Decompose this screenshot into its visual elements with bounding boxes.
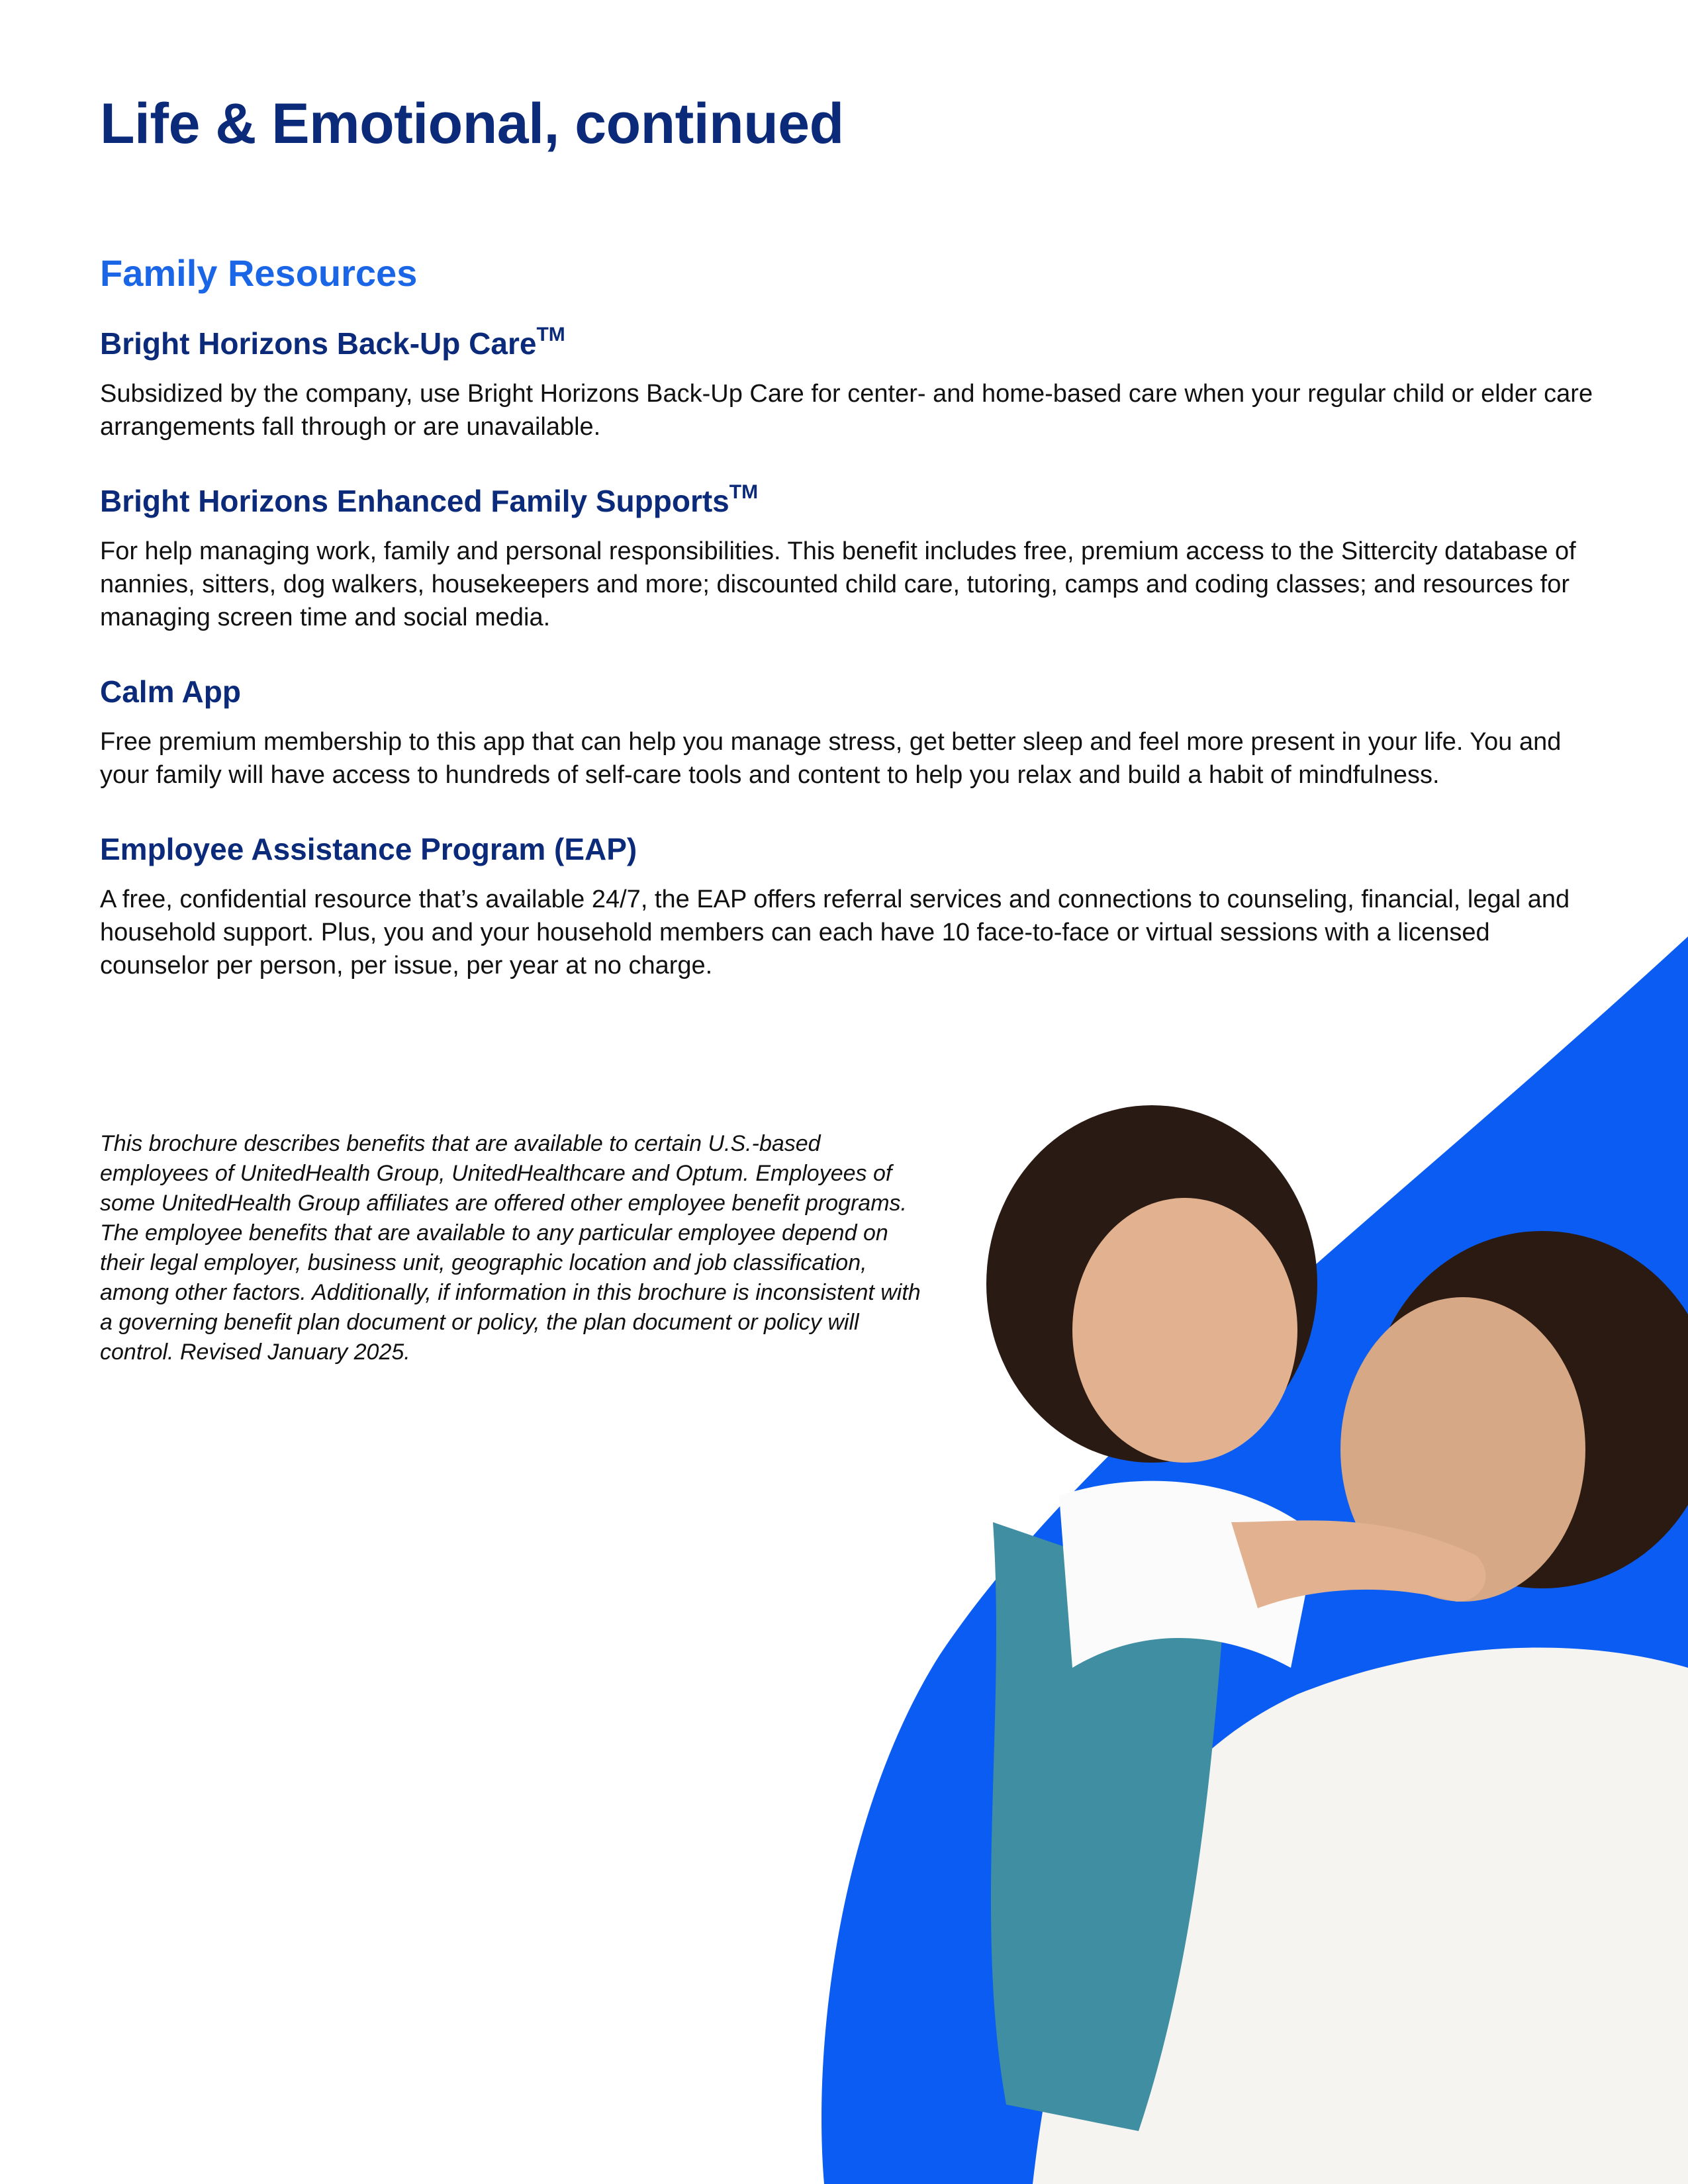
benefit-heading: Bright Horizons Enhanced Family Supports™	[100, 481, 759, 518]
benefit-heading: Bright Horizons Back-Up Care™	[100, 324, 565, 361]
benefit-back-up-care	[100, 326, 1596, 443]
benefit-calm-app	[100, 674, 1596, 792]
benefit-heading: Employee Assistance Program (EAP)	[100, 832, 637, 866]
page-title: Life & Emotional, continued	[100, 92, 844, 156]
trademark-mark: TM	[536, 324, 565, 345]
trademark-mark: TM	[729, 481, 759, 503]
benefit-description: For help managing work, family and personal responsibilities. This benefit includes free, premium access to the Sittercity database of nannies, sitters, dog walkers, housekeepers and more; discounted child care, tutoring, camps and coding classes; and resources for managing screen time and social media.	[100, 537, 1576, 631]
section-title: Family Resources	[100, 252, 418, 294]
benefit-enhanced-family-supports	[100, 483, 1596, 634]
benefit-description: Subsidized by the company, use Bright Horizons Back-Up Care for center- and home-based care when your regular child or elder care arrangements fall through or are unavailable.	[100, 380, 1593, 441]
benefits-list	[100, 326, 1596, 1022]
child-face	[1072, 1198, 1297, 1463]
benefit-description: A free, confidential resource that’s available 24/7, the EAP offers referral services and connections to counseling, financial, legal and household support. Plus, you and your household members can each have 10 face-to-face or virtual sessions with a licensed counselor per person, per issue, per year at no charge.	[100, 886, 1570, 979]
benefit-eap	[100, 831, 1596, 982]
disclaimer-text: This brochure describes benefits that are available to certain U.S.-based employees of UnitedHealth Group, UnitedHealthcare and Optum. Employees of some UnitedHealth Group affiliates are offered other employee benefit programs. The employee benefits that are available to any particular employee depend on their legal employer, business unit, geographic location and job classification, among other factors. Additionally, if information in this brochure is inconsistent with a governing benefit plan document or policy, the plan document or policy will control. Revised January 2025.	[100, 1131, 921, 1365]
benefit-heading: Calm App	[100, 674, 241, 709]
benefit-description: Free premium membership to this app that can help you manage stress, get better sleep and feel more present in your life. You and your family will have access to hundreds of self-care tools and content to help you relax and build a habit of mindfulness.	[100, 728, 1562, 789]
